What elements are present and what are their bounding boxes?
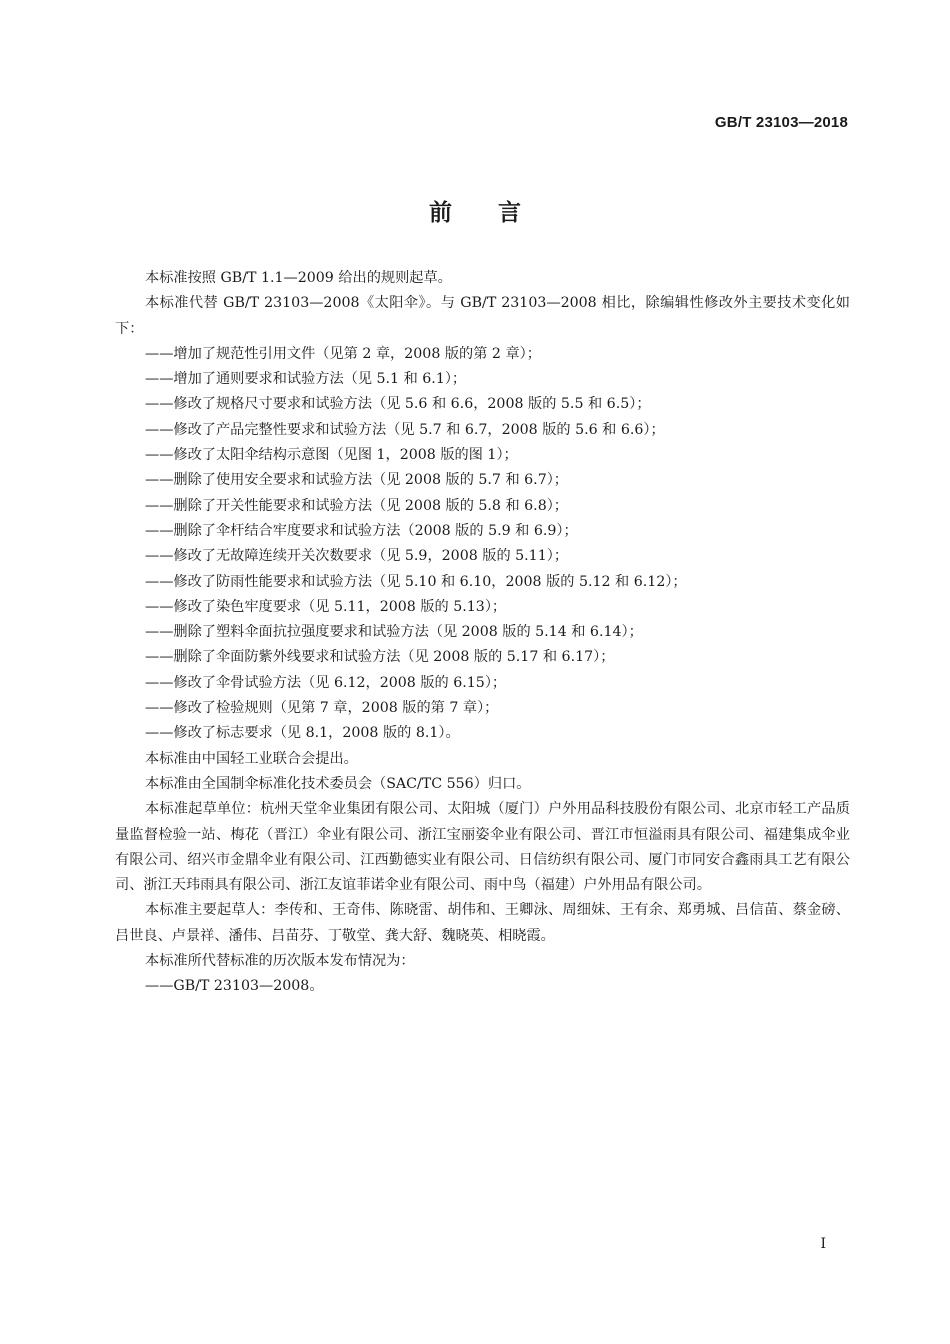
change-item: ——增加了规范性引用文件（见第 2 章，2008 版的第 2 章）； [145, 345, 541, 362]
change-item: ——删除了使用安全要求和试验方法（见 2008 版的 5.7 和 6.7）； [145, 472, 568, 489]
change-item: ——修改了规格尺寸要求和试验方法（见 5.6 和 6.6，2008 版的 5.5 和 6.5）； [145, 396, 651, 413]
change-item: ——修改了检验规则（见第 7 章，2008 版的第 7 章）； [145, 700, 499, 717]
paragraph-under-jurisdiction: 本标准由全国制伞标准化技术委员会（SAC/TC 556）归口。 [145, 775, 531, 792]
paragraph-main-drafters: 本标准主要起草人：李传和、王奇伟、陈晓雷、胡伟和、王卿泳、周细妹、王有余、郑勇城、吕信苗、蔡金磅、吕世良、卢景祥、潘伟、吕苗芬、丁敬堂、龚大舒、魏晓英、相晓霞。 [115, 902, 850, 944]
change-item: ——删除了伞面防紫外线要求和试验方法（见 2008 版的 5.17 和 6.17）； [145, 649, 615, 666]
history-item: ——GB/T 23103—2008。 [145, 978, 324, 995]
paragraph-replacement: 本标准代替 GB/T 23103—2008《太阳伞》。与 GB/T 23103—2008 相比，除编辑性修改外主要技术变化如下： [115, 295, 850, 337]
paragraph-drafting-units: 本标准起草单位：杭州天堂伞业集团有限公司、太阳城（厦门）户外用品科技股份有限公司、北京市轻工产品质量监督检验一站、梅花（晋江）伞业有限公司、浙江宝丽姿伞业有限公司、晋江市恒溢雨具有限公司、福建集成伞业有限公司、绍兴市金鼎伞业有限公司、江西勤德实业有限公司、日信纺织有限公司、厦门市同安合鑫雨具工艺有限公司、浙江天玮雨具有限公司、浙江友谊菲诺伞业有限公司、雨中鸟（福建）户外用品有限公司。 [115, 801, 850, 894]
paragraph-drafting-rules: 本标准按照 GB/T 1.1—2009 给出的规则起草。 [145, 270, 452, 286]
change-item: ——修改了防雨性能要求和试验方法（见 5.10 和 6.10，2008 版的 5.12 和 6.12）； [145, 573, 687, 590]
standard-code: GB/T 23103—2018 [714, 114, 848, 131]
change-item: ——修改了无故障连续开关次数要求（见 5.9，2008 版的 5.11）； [145, 548, 569, 565]
paragraph-previous-editions: 本标准所代替标准的历次版本发布情况为： [145, 953, 415, 970]
change-item: ——增加了通则要求和试验方法（见 5.1 和 6.1）； [145, 371, 467, 388]
page-title: 前 言 [429, 200, 521, 226]
page-number: I [820, 1236, 826, 1252]
change-item: ——修改了标志要求（见 8.1，2008 版的 8.1）。 [145, 725, 460, 742]
change-item: ——删除了塑料伞面抗拉强度要求和试验方法（见 2008 版的 5.14 和 6.14）； [145, 624, 643, 641]
change-list [115, 342, 850, 747]
paragraph-proposed-by: 本标准由中国轻工业联合会提出。 [145, 750, 358, 767]
change-item: ——删除了开关性能要求和试验方法（见 2008 版的 5.8 和 6.8）； [145, 497, 568, 514]
change-item: ——修改了产品完整性要求和试验方法（见 5.7 和 6.7，2008 版的 5.6 和 6.6）； [145, 421, 665, 438]
document-body [115, 266, 850, 1000]
change-item: ——修改了太阳伞结构示意图（见图 1，2008 版的图 1）； [145, 447, 518, 464]
change-item: ——修改了伞骨试验方法（见 6.12，2008 版的 6.15）； [145, 674, 507, 691]
change-item: ——删除了伞杆结合牢度要求和试验方法（2008 版的 5.9 和 6.9）； [145, 522, 578, 539]
change-item: ——修改了染色牢度要求（见 5.11，2008 版的 5.13）； [145, 598, 507, 615]
